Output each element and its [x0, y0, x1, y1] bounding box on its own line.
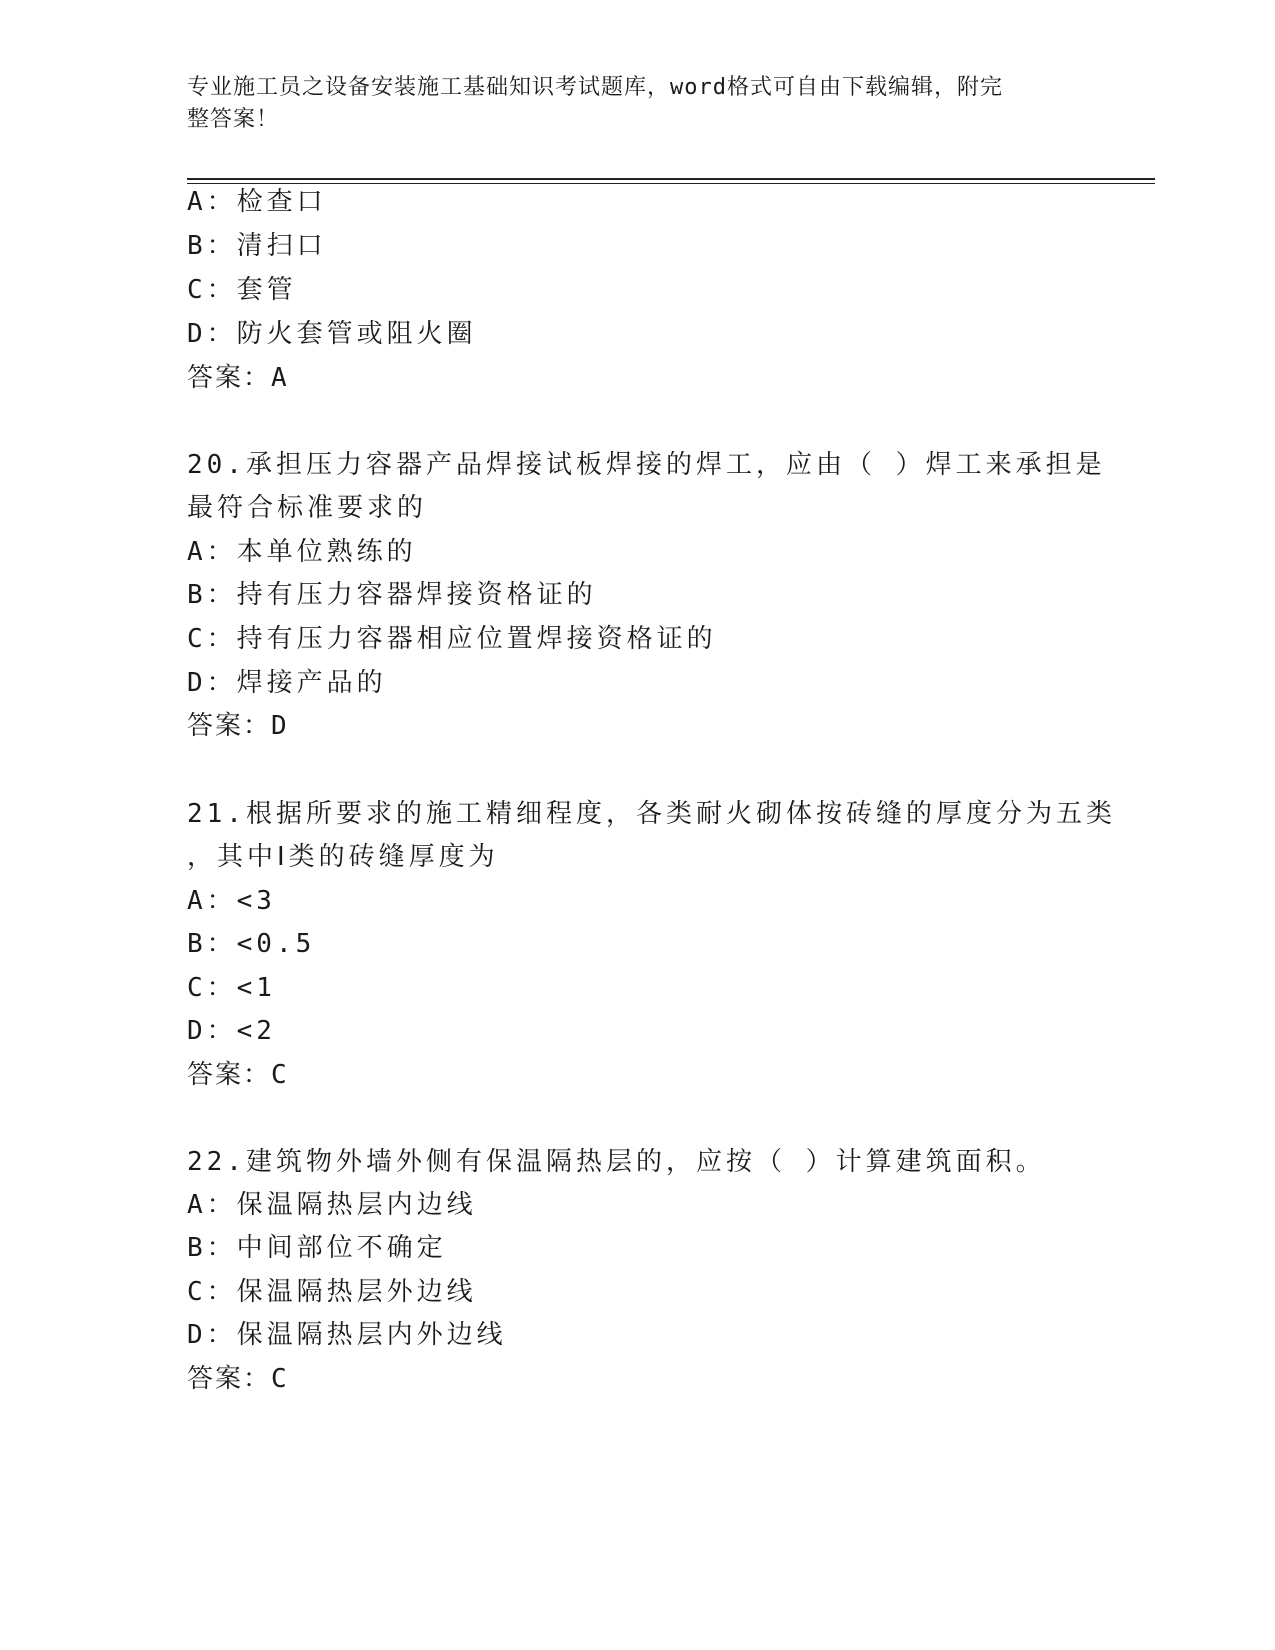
q21-option-b: B：<0.5 — [187, 929, 316, 959]
q19-option-d: D：防火套管或阻火圈 — [187, 319, 477, 349]
q20-option-b: B：持有压力容器焊接资格证的 — [187, 580, 597, 610]
q19-answer: 答案：A — [187, 363, 289, 393]
q20-stem-line-1: 20.承担压力容器产品焊接试板焊接的焊工，应由（ ）焊工来承担是 — [187, 450, 1106, 480]
q20-option-a: A：本单位熟练的 — [187, 537, 417, 567]
header-divider-thick — [187, 178, 1155, 180]
header-line-2: 整答案！ — [187, 107, 280, 132]
q19-option-a: A：检查口 — [187, 187, 327, 217]
q20-stem-line-2: 最符合标准要求的 — [187, 493, 428, 523]
q22-option-c: C：保温隔热层外边线 — [187, 1277, 477, 1307]
q21-stem-line-1: 21.根据所要求的施工精细程度，各类耐火砌体按砖缝的厚度分为五类 — [187, 799, 1116, 829]
q21-option-c: C：<1 — [187, 973, 276, 1003]
q22-option-a: A：保温隔热层内边线 — [187, 1190, 477, 1220]
q19-option-b: B：清扫口 — [187, 231, 327, 261]
q21-option-d: D：<2 — [187, 1016, 276, 1046]
q22-option-b: B：中间部位不确定 — [187, 1233, 447, 1263]
q22-answer: 答案：C — [187, 1364, 289, 1394]
header-divider-thin — [187, 183, 1155, 184]
document-header — [187, 72, 1067, 136]
q22-option-d: D：保温隔热层内外边线 — [187, 1320, 507, 1350]
q20-option-c: C：持有压力容器相应位置焊接资格证的 — [187, 624, 717, 654]
q21-answer: 答案：C — [187, 1060, 289, 1090]
q20-answer: 答案：D — [187, 711, 289, 741]
q21-stem-line-2: ，其中Ⅰ类的砖缝厚度为 — [187, 842, 499, 872]
header-line-1: 专业施工员之设备安装施工基础知识考试题库，word格式可自由下载编辑，附完 — [187, 75, 1003, 100]
q20-option-d: D：焊接产品的 — [187, 668, 387, 698]
q22-stem-line-1: 22.建筑物外墙外侧有保温隔热层的，应按（ ）计算建筑面积。 — [187, 1147, 1046, 1177]
q19-option-c: C：套管 — [187, 275, 297, 305]
q21-option-a: A：<3 — [187, 886, 276, 916]
